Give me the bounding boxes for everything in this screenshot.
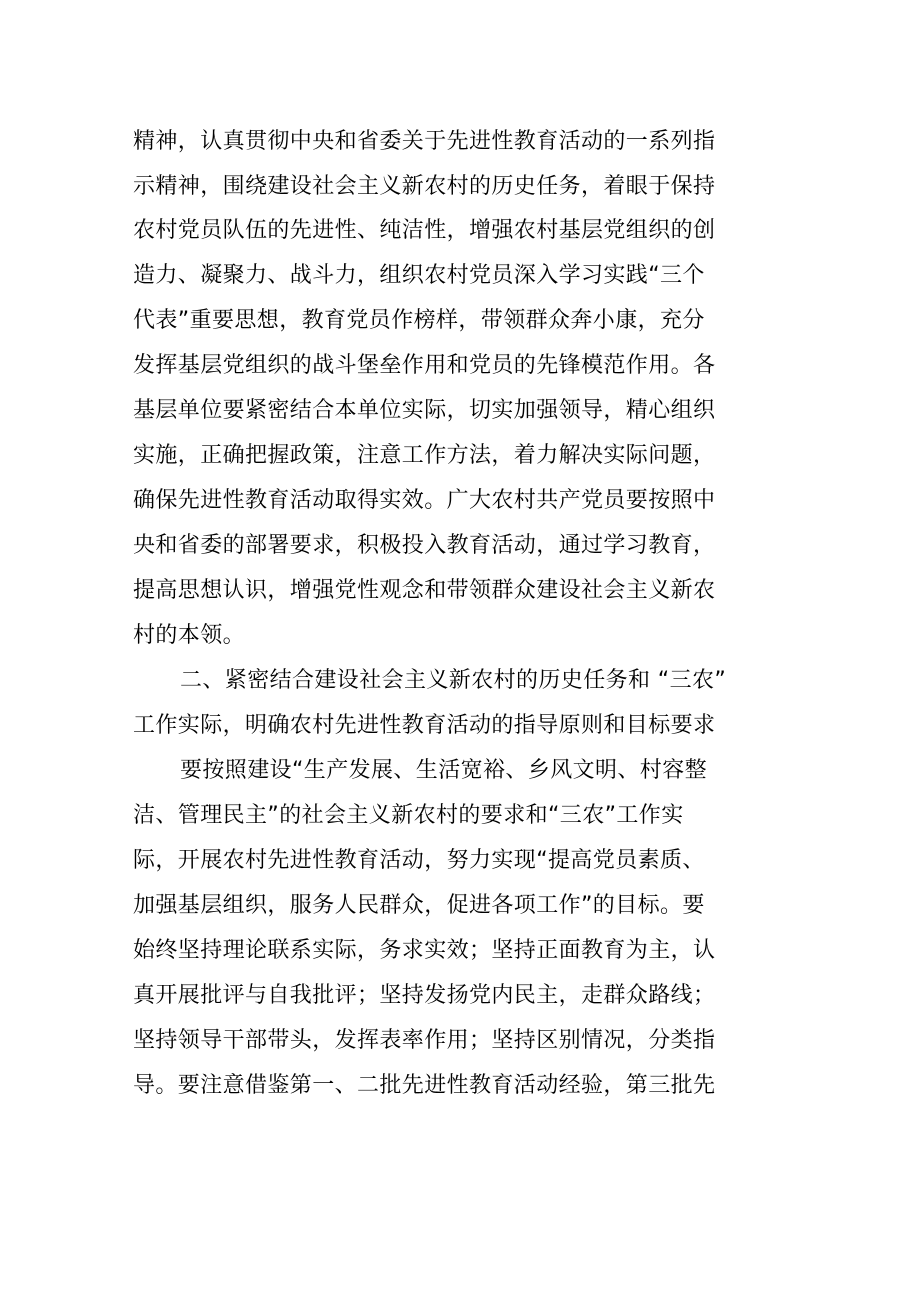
text-line: 精神，认真贯彻中央和省委关于先进性教育活动的一系列指 <box>133 129 716 154</box>
text-line: 际，开展农村先进性教育活动，努力实现“提高党员素质、 <box>133 848 705 873</box>
text-line: 发挥基层党组织的战斗堡垒作用和党员的先锋模范作用。各 <box>133 353 716 378</box>
text-line: 基层单位要紧密结合本单位实际，切实加强领导，精心组织 <box>133 398 716 423</box>
text-line: 坚持领导干部带头，发挥表率作用；坚持区别情况，分类指 <box>133 1028 716 1053</box>
text-line: 提高思想认识，增强党性观念和带领群众建设社会主义新农 <box>133 578 716 603</box>
text-line: 示精神，围绕建设社会主义新农村的历史任务，着眼于保持 <box>133 174 716 199</box>
text-line: 造力、凝聚力、战斗力，组织农村党员深入学习实践“三个 <box>133 263 705 288</box>
text-line: 导。要注意借鉴第一、二批先进性教育活动经验，第三批先 <box>133 1073 716 1098</box>
text-line: 真开展批评与自我批评；坚持发扬党内民主，走群众路线； <box>133 983 716 1008</box>
section-heading-line: 二、紧密结合建设社会主义新农村的历史任务和 “三农” <box>180 668 727 693</box>
text-line: 洁、管理民主”的社会主义新农村的要求和“三农”工作实 <box>133 803 684 828</box>
text-line: 加强基层组织，服务人民群众，促进各项工作”的目标。要 <box>133 893 705 918</box>
text-line: 村的本领。 <box>133 623 246 648</box>
text-line: 始终坚持理论联系实际，务求实效；坚持正面教育为主，认 <box>133 938 716 963</box>
section-heading-line: 工作实际，明确农村先进性教育活动的指导原则和目标要求 <box>133 713 716 738</box>
text-line: 农村党员队伍的先进性、纯洁性，增强农村基层党组织的创 <box>133 218 716 243</box>
text-line: 确保先进性教育活动取得实效。广大农村共产党员要按照中 <box>133 488 716 513</box>
text-line: 央和省委的部署要求，积极投入教育活动，通过学习教育， <box>133 533 716 558</box>
text-line: 实施，正确把握政策，注意工作方法，着力解决实际问题， <box>133 443 716 468</box>
text-line: 代表”重要思想，教育党员作榜样，带领群众奔小康，充分 <box>133 308 705 333</box>
text-line: 要按照建设“生产发展、生活宽裕、乡风文明、村容整 <box>180 758 707 783</box>
